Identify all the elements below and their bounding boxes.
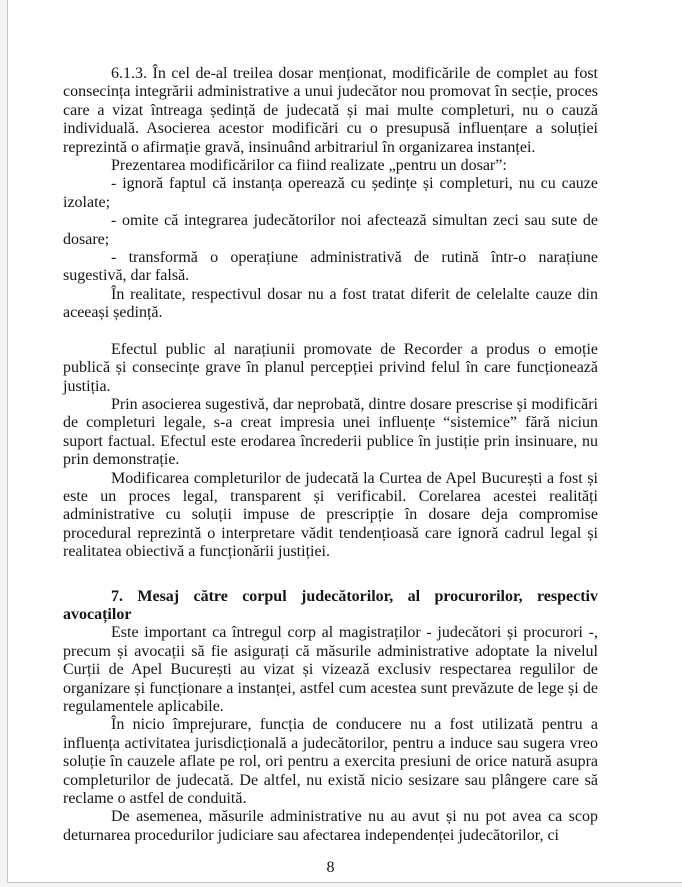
section-heading-line1: 7. Mesaj către corpul judecătorilor, al procurorilor, respectiv <box>111 587 598 605</box>
paragraph: În realitate, respectivul dosar nu a fost tratat diferit de celelalte cauze din aceeași ședință. <box>63 285 598 322</box>
paragraph: Modificarea completurilor de judecată la Curtea de Apel București a fost și este un proces legal, transparent și verificabil. Corelarea acestei realități administrative cu soluții impuse de prescripție în dosare deja compromise procedural reprezintă o interpretare vădit tendențioasă care ignoră cadrul legal și realitatea obiectivă a funcționării justiției. <box>63 469 598 561</box>
paragraph: Prezentarea modificărilor ca fiind realizate „pentru un dosar”: <box>111 157 507 175</box>
section-heading <box>63 588 598 625</box>
page-number: 8 <box>326 859 335 876</box>
paragraph: - omite că integrarea judecătorilor noi afectează simultan zeci sau sute de dosare; <box>63 212 598 248</box>
paragraph: De asemenea, măsurile administrative nu au avut și nu pot avea ca scop deturnarea procedurilor judiciare sau afectarea independenței judecătorilor, ci <box>63 808 598 844</box>
section-heading-line2: avocaților <box>63 605 132 623</box>
paragraph: Este important ca întregul corp al magistraților - judecători și procurori -, precum și avocații să fie asigurați că măsurile administrative adoptate la nivelul Curții de Apel București au vizat și vizează exclusiv respectarea regulilor de organizare și funcționare a instanței, astfel cum acestea sunt prevăzute de lege și de regulamentele aplicabile. <box>63 624 598 715</box>
paragraph: - ignoră faptul că instanța operează cu ședințe și completuri, nu cu cauze izolate; <box>63 175 598 211</box>
page-text-block <box>63 65 598 845</box>
paragraph: Prin asocierea sugestivă, dar neprobată, dintre dosare prescrise și modificări de completuri legale, s-a creat impresia unei influențe “sistemice” fără niciun suport factual. Efectul este erodarea încrederii publice în justiție prin insinuare, nu prin demonstrație. <box>63 395 598 469</box>
paragraph: În nicio împrejurare, funcția de conducere nu a fost utilizată pentru a influența activitatea jurisdicțională a judecătorilor, pentru a induce sau sugera vreo soluție în cauzele aflate pe rol, ori pentru a exercita presiuni de orice natură asupra completurilor de judecată. De altfel, nu există nicio sesizare sau plângere care să reclame o astfel de conduită. <box>63 716 598 808</box>
paragraph: 6.1.3. În cel de-al treilea dosar menționat, modificările de complet au fost consecința integrării administrative a unui judecător nou promovat în secție, proces care a vizat întreaga ședință de judecată și mai multe completuri, nu o cauză individuală. Asocierea acestor modificări cu o presupusă influențare a soluției reprezintă o afirmație gravă, insinuând arbitrariul în organizarea instanței. <box>63 65 598 156</box>
paragraph: - transformă o operațiune administrativă de rutină într-o narațiune sugestivă, dar falsă. <box>63 249 598 285</box>
document-page <box>7 0 682 883</box>
paragraph: Efectul public al narațiunii promovate de Recorder a produs o emoție publică și consecințe grave în planul percepției privind felul în care funcționează justiția. <box>63 340 598 395</box>
